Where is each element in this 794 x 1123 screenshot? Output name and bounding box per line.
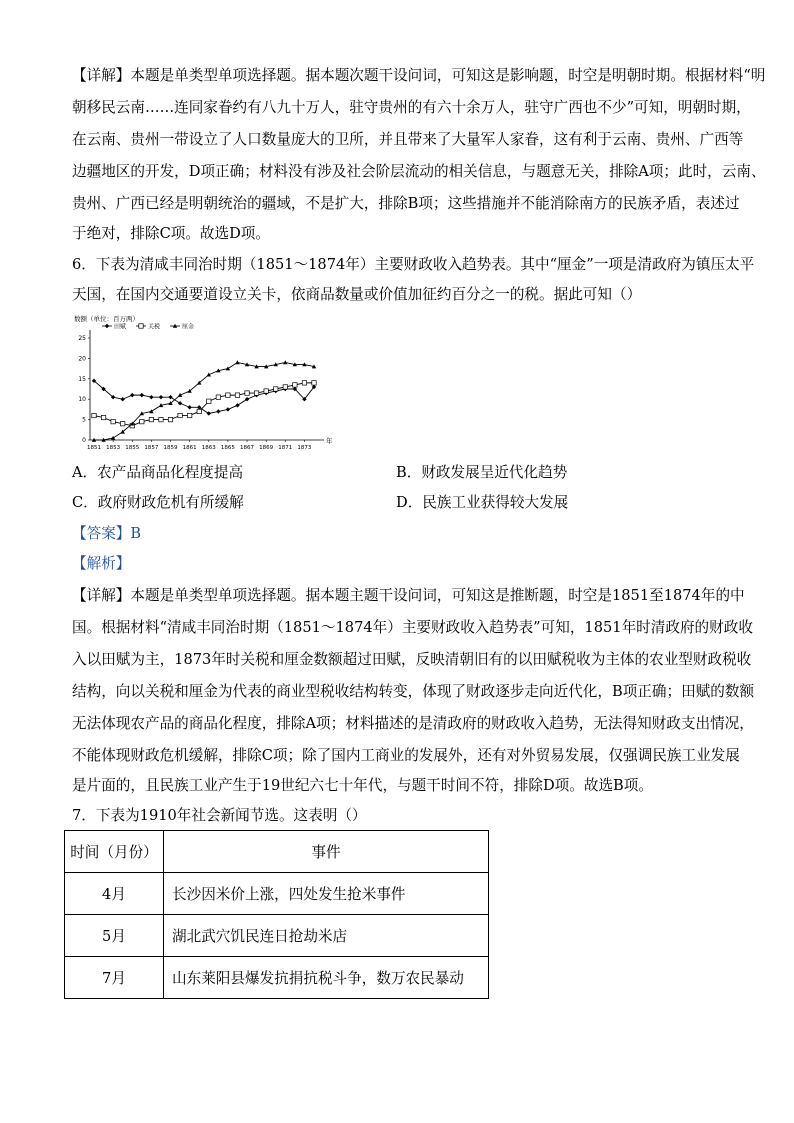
- table-header-row: [65, 831, 489, 873]
- data-point: [293, 383, 297, 387]
- legend-label: 厘金: [182, 323, 195, 331]
- chart-ylabel: 数额（单位：百万两）: [74, 315, 139, 323]
- q6-stem-line-1: 6．下表为清咸丰同治时期（1851～1874年）主要财政收入趋势表。其中“厘金”一项是清政府为镇压太平: [72, 256, 755, 273]
- y-tick-label: 25: [78, 335, 86, 342]
- x-tick-label: 1867: [240, 445, 255, 451]
- q5-line-5: 贵州、广西已经是明朝统治的疆域，不是扩大，排除B项；这些措施并不能消除南方的民族矛盾，表述过: [72, 195, 740, 212]
- data-point: [140, 419, 144, 423]
- data-point: [111, 436, 115, 440]
- data-point: [140, 393, 144, 397]
- x-tick-label: 1853: [106, 445, 121, 451]
- series-田赋: [92, 379, 316, 416]
- data-point: [245, 391, 249, 395]
- data-point: [283, 360, 287, 364]
- data-point: [149, 417, 153, 421]
- data-point: [168, 417, 172, 421]
- q6-analysis-label: 【解析】: [72, 555, 131, 572]
- data-point: [235, 403, 239, 407]
- data-point: [197, 409, 201, 413]
- q7-stem: 7．下表为1910年社会新闻节选。这表明（）: [72, 807, 367, 824]
- chart-legend: [102, 323, 194, 331]
- legend-label: 田赋: [114, 323, 127, 331]
- chart-axes: [78, 330, 324, 451]
- header-event: 事件: [164, 831, 489, 873]
- q6-detail-line-2: 国。根据材料“清咸丰同治时期（1851～1874年）主要财政收入趋势表”可知，1851年时清政府的财政收: [72, 619, 753, 636]
- data-point: [207, 411, 211, 415]
- row-month: 7月: [65, 957, 164, 999]
- data-point: [245, 397, 249, 401]
- data-point: [187, 413, 191, 417]
- data-point: [178, 401, 182, 405]
- data-point: [283, 385, 287, 389]
- data-point: [159, 395, 163, 399]
- series-line: [94, 383, 314, 426]
- data-point: [216, 395, 220, 399]
- x-tick-label: 1861: [182, 445, 197, 451]
- row-event: 山东莱阳县爆发抗捐抗税斗争，数万农民暴动: [164, 957, 489, 999]
- data-point: [235, 360, 239, 364]
- row-month: 4月: [65, 873, 164, 915]
- q6-answer: 【答案】B: [72, 525, 142, 542]
- q6-detail-line-6: 不能体现财政危机缓解，排除C项；除了国内工商业的发展外，还有对外贸易发展，仅强调民族工业发展: [72, 747, 740, 764]
- data-point: [120, 397, 124, 401]
- data-point: [105, 324, 109, 328]
- data-point: [168, 395, 172, 399]
- q6-detail-line-7: 是片面的，且民族工业产生于19世纪六七十年代，与题干时间不符，排除D项。故选B项。: [72, 777, 653, 794]
- data-point: [274, 387, 278, 391]
- y-tick-label: 20: [78, 355, 86, 363]
- option-a: A．农产品商品化程度提高: [72, 464, 244, 481]
- q5-line-2: 朝移民云南……连同家眷约有八九十万人，驻守贵州的有六十余万人，驻守广西也不少”可知，明朝时期，: [72, 99, 751, 116]
- y-tick-label: 0: [82, 437, 86, 444]
- data-point: [120, 421, 124, 425]
- x-tick-label: 1869: [259, 445, 274, 451]
- q6-stem-line-2: 天国，在国内交通要道设立关卡，依商品数量或价值加征约百分之一的税。据此可知（）: [72, 286, 642, 303]
- chart-canvas: [72, 312, 333, 458]
- y-tick-label: 5: [82, 416, 86, 424]
- row-month: 5月: [65, 915, 164, 957]
- data-point: [130, 393, 134, 397]
- y-tick-label: 10: [78, 396, 86, 404]
- chart-series: [92, 360, 316, 441]
- x-tick-label: 1871: [278, 445, 293, 451]
- q6-detail-line-4: 结构，向以关税和厘金为代表的商业型税收结构转变，体现了财政逐步走向近代化，B项正确；田赋的数额: [72, 683, 755, 700]
- q6-revenue-chart: [72, 312, 333, 458]
- x-tick-label: 1857: [144, 445, 159, 451]
- data-point: [216, 409, 220, 413]
- table-row: [65, 957, 489, 999]
- data-point: [302, 381, 306, 385]
- data-point: [187, 405, 191, 409]
- option-b: B．财政发展呈近代化趋势: [396, 464, 568, 481]
- q5-line-1: 【详解】本题是单类型单项选择题。据本题次题干设问词，可知这是影响题，时空是明朝时期。根据材料“明: [72, 67, 766, 84]
- q6-detail-line-3: 入以田赋为主，1873年时关税和厘金数额超过田赋，反映清朝旧有的以田赋税收为主体的农业型财政税收: [72, 651, 752, 668]
- header-month: 时间（月份）: [65, 831, 164, 873]
- series-关税: [92, 381, 316, 428]
- legend-label: 关税: [148, 323, 161, 331]
- data-point: [207, 399, 211, 403]
- option-c: C．政府财政危机有所缓解: [72, 494, 244, 511]
- table-row: [65, 915, 489, 957]
- table-row: [65, 873, 489, 915]
- data-point: [264, 389, 268, 393]
- q6-detail-line-5: 无法体现农产品的商品化程度，排除A项；材料描述的是清政府的财政收入趋势，无法得知财政支出情况，: [72, 715, 754, 732]
- x-tick-label: 1873: [297, 445, 312, 451]
- row-event: 长沙因米价上涨，四处发生抢米事件: [164, 873, 489, 915]
- data-point: [178, 413, 182, 417]
- q7-table: [64, 830, 489, 999]
- x-tick-label: 1865: [220, 445, 235, 451]
- q5-line-6: 于绝对，排除C项。故选D项。: [72, 225, 270, 242]
- data-point: [226, 366, 230, 370]
- x-tick-label: 1863: [201, 445, 216, 451]
- data-point: [111, 419, 115, 423]
- x-tick-label: 1855: [125, 445, 140, 451]
- data-point: [149, 409, 153, 413]
- series-厘金: [92, 360, 316, 441]
- x-tick-label: 1851: [87, 445, 101, 451]
- q6-detail-line-1: 【详解】本题是单类型单项选择题。据本题主题干设问词，可知这是推断题，时空是1851至1874年的中: [72, 587, 745, 604]
- data-point: [254, 391, 258, 395]
- row-event: 湖北武穴饥民连日抢劫米店: [164, 915, 489, 957]
- series-line: [94, 362, 314, 440]
- option-d: D．民族工业获得较大发展: [396, 494, 569, 511]
- data-point: [226, 407, 230, 411]
- x-tick-label: 1859: [163, 445, 178, 451]
- data-point: [101, 415, 105, 419]
- data-point: [92, 413, 96, 417]
- data-point: [312, 381, 316, 385]
- data-point: [235, 393, 239, 397]
- data-point: [139, 324, 143, 328]
- series-line: [94, 381, 314, 414]
- q5-line-3: 在云南、贵州一带设立了人口数量庞大的卫所，并且带来了大量军人家眷，这有利于云南、贵州、广西等: [72, 131, 744, 148]
- y-tick-label: 15: [78, 375, 86, 383]
- chart-xlabel: 年: [326, 437, 333, 445]
- q5-line-4: 边疆地区的开发，D项正确；材料没有涉及社会阶层流动的相关信息，与题意无关，排除A项；此时，云南、: [72, 163, 766, 180]
- data-point: [149, 395, 153, 399]
- data-point: [159, 417, 163, 421]
- data-point: [226, 393, 230, 397]
